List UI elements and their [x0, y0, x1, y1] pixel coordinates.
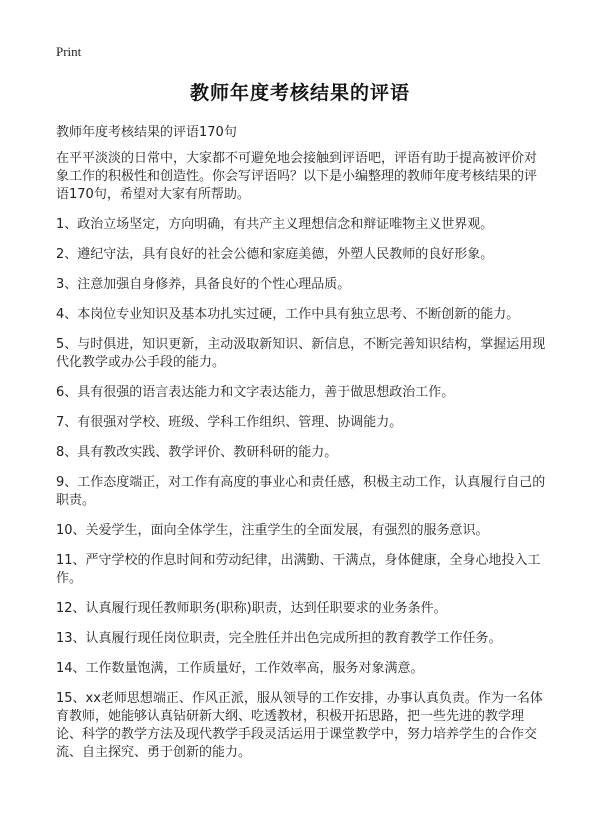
list-item: 11、严守学校的作息时间和劳动纪律，出满勤、干满点，身体健康，全身心地投入工作。 — [56, 553, 541, 586]
list-item: 12、认真履行现任教师职务(职称)职责，达到任职要求的业务条件。 — [56, 601, 447, 616]
list-item: 1、政治立场坚定，方向明确，有共产主义理想信念和辩证唯物主义世界观。 — [56, 217, 494, 232]
list-item: 2、遵纪守法，具有良好的社会公德和家庭美德，外塑人民教师的良好形象。 — [56, 247, 494, 262]
list-item: 10、关爱学生，面向全体学生，注重学生的全面发展，有强烈的服务意识。 — [56, 523, 489, 538]
list-item: 14、工作数量饱满，工作质量好，工作效率高，服务对象满意。 — [56, 661, 424, 676]
document-body — [56, 150, 548, 774]
document-subtitle: 教师年度考核结果的评语170句 — [56, 125, 237, 140]
list-item: 3、注意加强自身修养，具备良好的个性心理品质。 — [56, 277, 351, 292]
document-title: 教师年度考核结果的评语 — [189, 82, 410, 104]
list-item: 5、与时俱进，知识更新，主动汲取新知识、新信息，不断完善知识结构，掌握运用现代化教学或办公手段的能力。 — [56, 337, 546, 370]
list-item: 9、工作态度端正，对工作有高度的事业心和责任感，积极主动工作，认真履行自己的职责。 — [56, 475, 546, 508]
list-item: 6、具有很强的语言表达能力和文字表达能力，善于做思想政治工作。 — [56, 385, 455, 400]
list-item: 8、具有教改实践、教学评价、教研科研的能力。 — [56, 445, 338, 460]
list-item: 7、有很强对学校、班级、学科工作组织、管理、协调能力。 — [56, 415, 403, 430]
list-item: 15、xx老师思想端正、作风正派，服从领导的工作安排，办事认真负责。作为一名体育教师，她能够认真钻研新大纲、吃透教材，积极开拓思路，把一些先进的教学理论、科学的教学方法及现代教学手段灵活运用于课堂教学中，努力培养学生的合作交流、自主探究、勇于创新的能力。 — [56, 691, 543, 760]
list-item: 4、本岗位专业知识及基本功扎实过硬，工作中具有独立思考、不断创新的能力。 — [56, 307, 520, 322]
print-link[interactable]: Print — [56, 44, 82, 59]
list-item: 13、认真履行现任岗位职责，完全胜任并出色完成所担的教育教学工作任务。 — [56, 631, 502, 646]
intro-paragraph: 在平平淡淡的日常中，大家都不可避免地会接触到评语吧，评语有助于提高被评价对象工作的积极性和创造性。你会写评语吗？以下是小编整理的教师年度考核结果的评语170句，希望对大家有所帮助。 — [56, 151, 538, 202]
